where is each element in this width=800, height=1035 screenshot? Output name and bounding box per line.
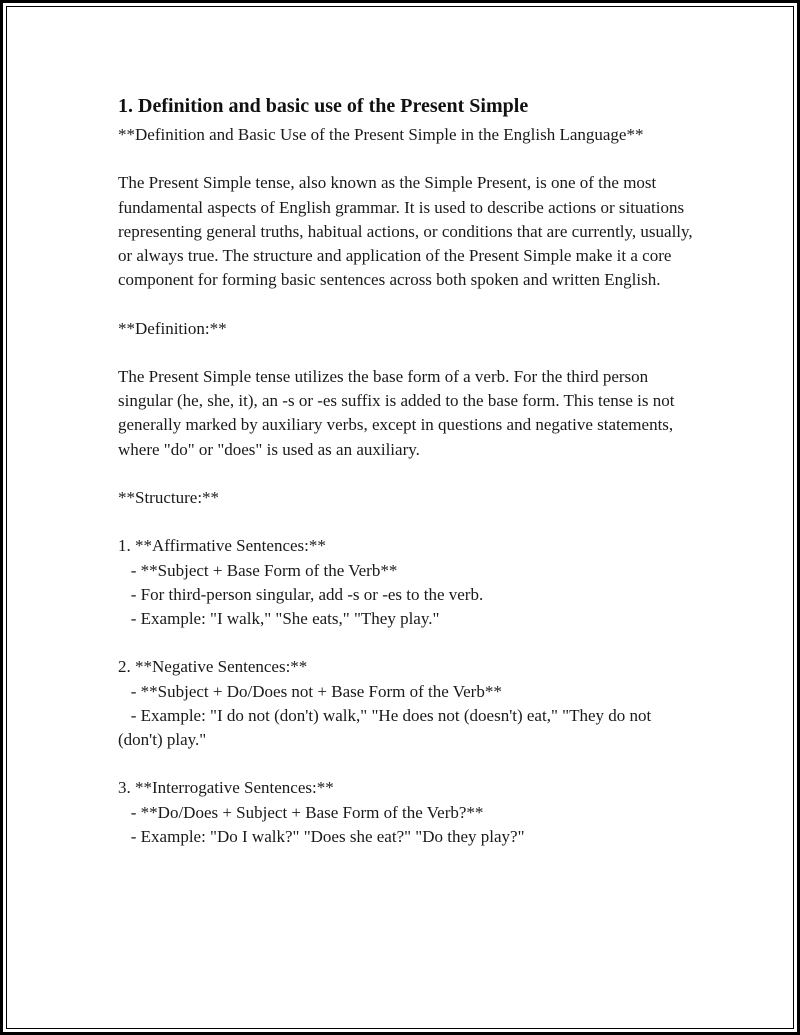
spacer [118, 147, 698, 171]
definition-paragraph: The Present Simple tense utilizes the base form of a verb. For the third person singular (he, she, it), an -s or -es suffix is added to the base form. This tense is not generally marked by auxiliary verbs, except in questions and negative statements, where "do" or "does" is used as an auxiliary. [118, 366, 679, 459]
document-body [118, 93, 698, 849]
spacer [118, 631, 698, 655]
negative-list-item: 2. **Negative Sentences:** - **Subject + Do/Does not + Base Form of the Verb** - Example: "I do not (don't) walk," "He does not (doesn't) eat," "They do not (don't) play." [118, 657, 652, 749]
definition-label: **Definition:** [118, 318, 227, 338]
subtitle-paragraph: **Definition and Basic Use of the Present Simple in the English Language** [118, 125, 644, 144]
spacer [118, 752, 698, 776]
spacer [118, 341, 698, 365]
affirmative-list-item: 1. **Affirmative Sentences:** - **Subject + Base Form of the Verb** - For third-person singular, add -s or -es to the verb. - Example: "I walk," "She eats," "They play." [118, 536, 484, 628]
intro-paragraph: The Present Simple tense, also known as the Simple Present, is one of the most fundamental aspects of English grammar. It is used to describe actions or situations representing general truths, habitual actions, or conditions that are currently, usually, or always true. The structure and application of the Present Simple make it a core component for forming basic sentences across both spoken and written English. [118, 173, 697, 290]
spacer [118, 510, 698, 534]
section-heading: 1. Definition and basic use of the Present Simple [118, 95, 529, 117]
spacer [118, 462, 698, 486]
spacer [118, 292, 698, 316]
interrogative-list-item: 3. **Interrogative Sentences:** - **Do/Does + Subject + Base Form of the Verb?** - Example: "Do I walk?" "Does she eat?" "Do they play?" [118, 778, 525, 846]
structure-label: **Structure:** [118, 487, 220, 507]
